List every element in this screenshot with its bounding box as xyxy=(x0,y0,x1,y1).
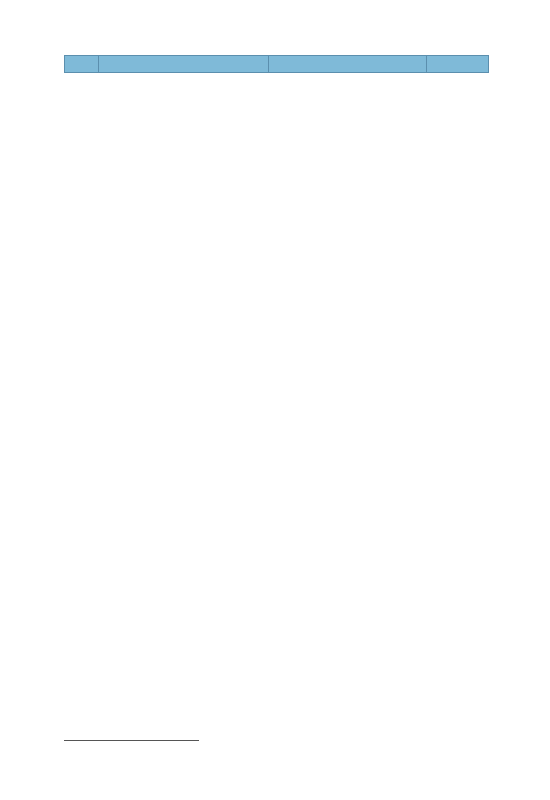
footnote-divider xyxy=(64,740,199,741)
header-with-special-taxation xyxy=(99,56,269,73)
header-difference xyxy=(427,56,489,73)
header-without-special-taxation xyxy=(269,56,427,73)
table-header-row xyxy=(65,56,489,73)
header-category xyxy=(65,56,99,73)
comparison-table xyxy=(64,55,489,73)
